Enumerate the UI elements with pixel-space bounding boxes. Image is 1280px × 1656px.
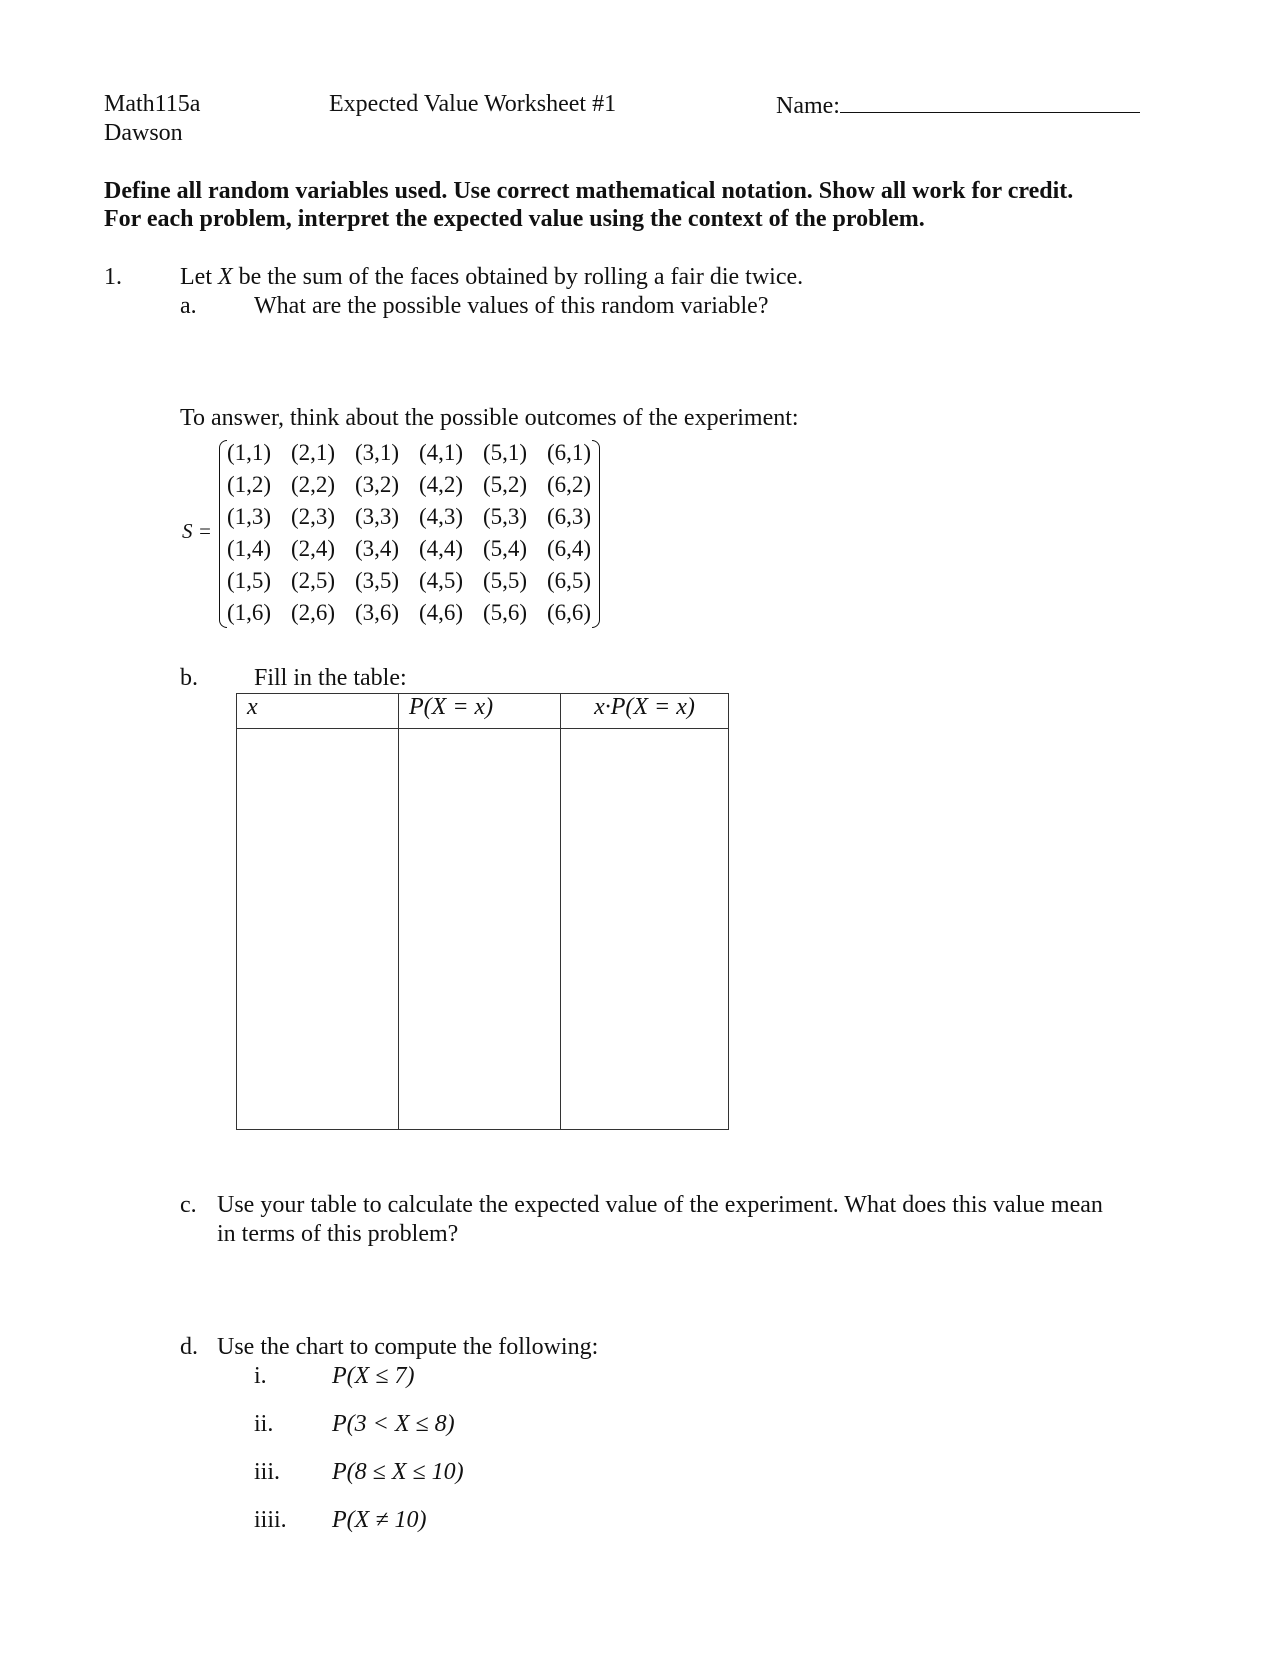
part-b-label: b. [180,665,198,691]
outcome-pair: (1,6) [227,600,272,625]
outcome-pair: (2,3) [291,504,336,529]
outcome-pair: (2,1) [291,440,336,465]
col-header-xprob: x·P(X = x) [561,694,729,729]
outcome-pair: (4,5) [419,568,464,593]
outcome-pair: (3,3) [355,504,400,529]
outcome-pair: (5,6) [483,600,528,625]
sample-space-row [227,597,611,629]
problem-number: 1. [104,264,122,290]
outcome-pair: (4,6) [419,600,464,625]
d-item-expression: P(8 ≤ X ≤ 10) [332,1459,464,1485]
outcome-pair: (5,1) [483,440,528,465]
outcome-pair: (1,1) [227,440,272,465]
outcome-pair: (5,2) [483,472,528,497]
outcome-pair: (5,3) [483,504,528,529]
part-c-line-1: Use your table to calculate the expected value of the experiment. What does this value mean [217,1192,1103,1218]
instructions-line-2: For each problem, interpret the expected value using the context of the problem. [104,206,925,232]
part-d-instruction: Use the chart to compute the following: [217,1334,599,1360]
outcome-pair: (2,5) [291,568,336,593]
sample-space-row [227,565,611,597]
sample-space-row [227,533,611,565]
stem-prefix: Let [180,264,218,290]
outcome-pair: (6,6) [547,600,592,625]
outcome-pair: (6,1) [547,440,592,465]
stem-variable: X [217,264,233,290]
hint-text: To answer, think about the possible outcomes of the experiment: [180,405,799,431]
outcome-pair: (1,2) [227,472,272,497]
instructions-line-1: Define all random variables used. Use correct mathematical notation. Show all work for credit. [104,178,1074,204]
part-c-label: c. [180,1192,197,1218]
sample-space-row [227,501,611,533]
instructor-name: Dawson [104,120,183,146]
outcome-pair: (3,5) [355,568,400,593]
outcome-pair: (5,5) [483,568,528,593]
outcome-pair: (1,3) [227,504,272,529]
col-header-prob: P(X = x) [399,694,561,729]
outcome-pair: (2,2) [291,472,336,497]
d-item-expression: P(3 < X ≤ 8) [332,1411,455,1437]
outcome-pair: (5,4) [483,536,528,561]
outcome-pair: (3,6) [355,600,400,625]
answer-cell-xprob[interactable] [561,729,729,1130]
sample-space-label: S = [182,519,212,543]
name-label: Name: [776,93,840,119]
d-item-expression: P(X ≠ 10) [332,1507,427,1533]
name-field[interactable] [776,90,1140,120]
outcome-pair: (4,1) [419,440,464,465]
sample-space-row [227,469,611,501]
outcome-pair: (2,4) [291,536,336,561]
outcome-pair: (6,3) [547,504,592,529]
outcome-pair: (2,6) [291,600,336,625]
outcome-pair: (4,2) [419,472,464,497]
d-item-label: iiii. [254,1507,287,1533]
d-item-label: i. [254,1363,267,1389]
outcome-pair: (4,4) [419,536,464,561]
name-blank-line[interactable] [840,90,1140,113]
outcome-pair: (6,4) [547,536,592,561]
outcome-pair: (1,5) [227,568,272,593]
sample-space-row [227,437,611,469]
d-item-label: iii. [254,1459,281,1485]
course-code: Math115a [104,91,201,117]
worksheet-title: Expected Value Worksheet #1 [329,91,617,117]
outcome-pair: (3,1) [355,440,400,465]
stem-suffix: be the sum of the faces obtained by rolling a fair die twice. [232,264,804,290]
left-brace [219,440,227,628]
col-header-x: x [237,694,399,729]
part-c-line-2: in terms of this problem? [217,1221,459,1247]
part-a-question: What are the possible values of this random variable? [254,293,769,319]
part-a-label: a. [180,293,197,319]
outcome-pair: (6,5) [547,568,592,593]
outcome-pair: (3,2) [355,472,400,497]
outcome-pair: (4,3) [419,504,464,529]
d-item-label: ii. [254,1411,274,1437]
outcome-pair: (6,2) [547,472,592,497]
probability-table [236,693,729,1130]
part-d-label: d. [180,1334,198,1360]
d-item-expression: P(X ≤ 7) [332,1363,415,1389]
outcome-pair: (1,4) [227,536,272,561]
problem-stem [180,263,803,291]
answer-cell-x[interactable] [237,729,399,1130]
sample-space-matrix [227,437,611,629]
part-b-instruction: Fill in the table: [254,665,407,691]
outcome-pair: (3,4) [355,536,400,561]
answer-cell-prob[interactable] [399,729,561,1130]
